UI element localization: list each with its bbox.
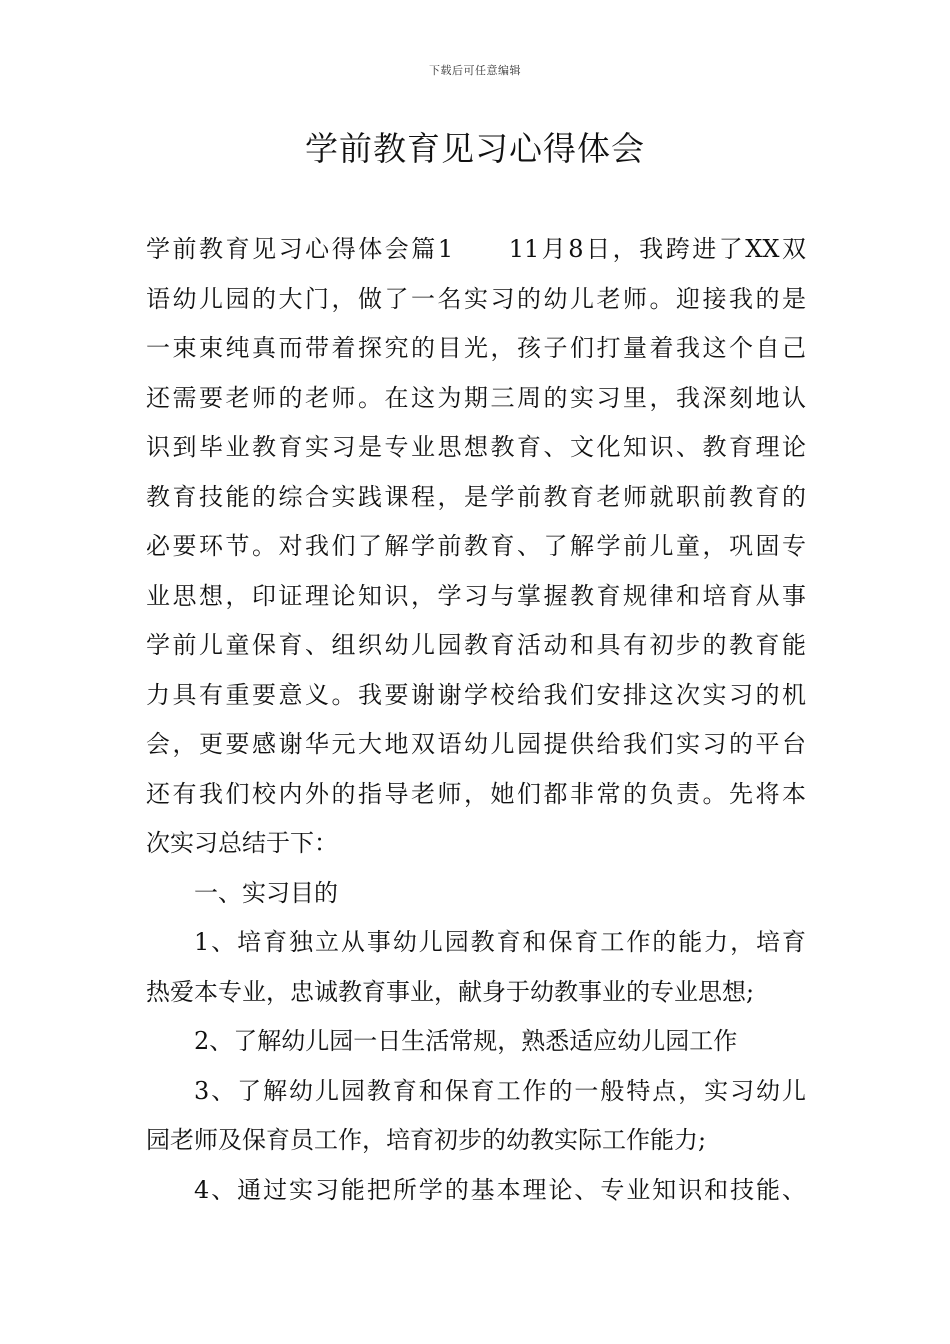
paragraph-line: 必要环节。对我们了解学前教育、了解学前儿童，巩固专 [146, 532, 806, 560]
paragraph-line: 业思想，印证理论知识，学习与掌握教育规律和培育从事 [146, 581, 806, 610]
list-item-line: 热爱本专业，忠诚教育事业，献身于幼教事业的专业思想; [146, 977, 755, 1006]
paragraph-line: 还需要老师的老师。在这为期三周的实习里，我深刻地认 [146, 383, 806, 412]
list-item-line: 4、通过实习能把所学的基本理论、专业知识和技能、 [194, 1175, 806, 1204]
page-header-note: 下载后可任意编辑 [429, 64, 521, 77]
paragraph-line: 教育技能的综合实践课程，是学前教育老师就职前教育的 [146, 482, 806, 511]
paragraph-line: 会，更要感谢华元大地双语幼儿园提供给我们实习的平台 [146, 730, 806, 758]
list-item-line: 园老师及保育员工作，培育初步的幼教实际工作能力; [146, 1126, 707, 1154]
paragraph-line: 学前儿童保育、组织幼儿园教育活动和具有初步的教育能 [146, 631, 806, 659]
list-item-line: 1、培育独立从事幼儿园教育和保育工作的能力，培育 [194, 928, 806, 956]
paragraph-line: 力具有重要意义。我要谢谢学校给我们安排这次实习的机 [146, 680, 806, 709]
list-item-line: 3、了解幼儿园教育和保育工作的一般特点，实习幼儿 [194, 1076, 806, 1105]
document-title: 学前教育见习心得体会 [305, 129, 645, 168]
paragraph-line: 一束束纯真而带着探究的目光，孩子们打量着我这个自己 [146, 334, 806, 362]
list-item-line: 2、了解幼儿园一日生活常规，熟悉适应幼儿园工作 [194, 1027, 738, 1055]
paragraph-line: 学前教育见习心得体会篇1 11月8日，我跨进了XX双 [146, 235, 806, 263]
paragraph-line: 还有我们校内外的指导老师，她们都非常的负责。先将本 [146, 779, 806, 808]
paragraph-line: 语幼儿园的大门，做了一名实习的幼儿老师。迎接我的是 [146, 284, 806, 313]
document-body [146, 225, 806, 1215]
paragraph-line: 识到毕业教育实习是专业思想教育、文化知识、教育理论 [146, 433, 806, 461]
section-heading: 一、实习目的 [194, 878, 338, 907]
paragraph-line: 次实习总结于下： [146, 829, 338, 857]
